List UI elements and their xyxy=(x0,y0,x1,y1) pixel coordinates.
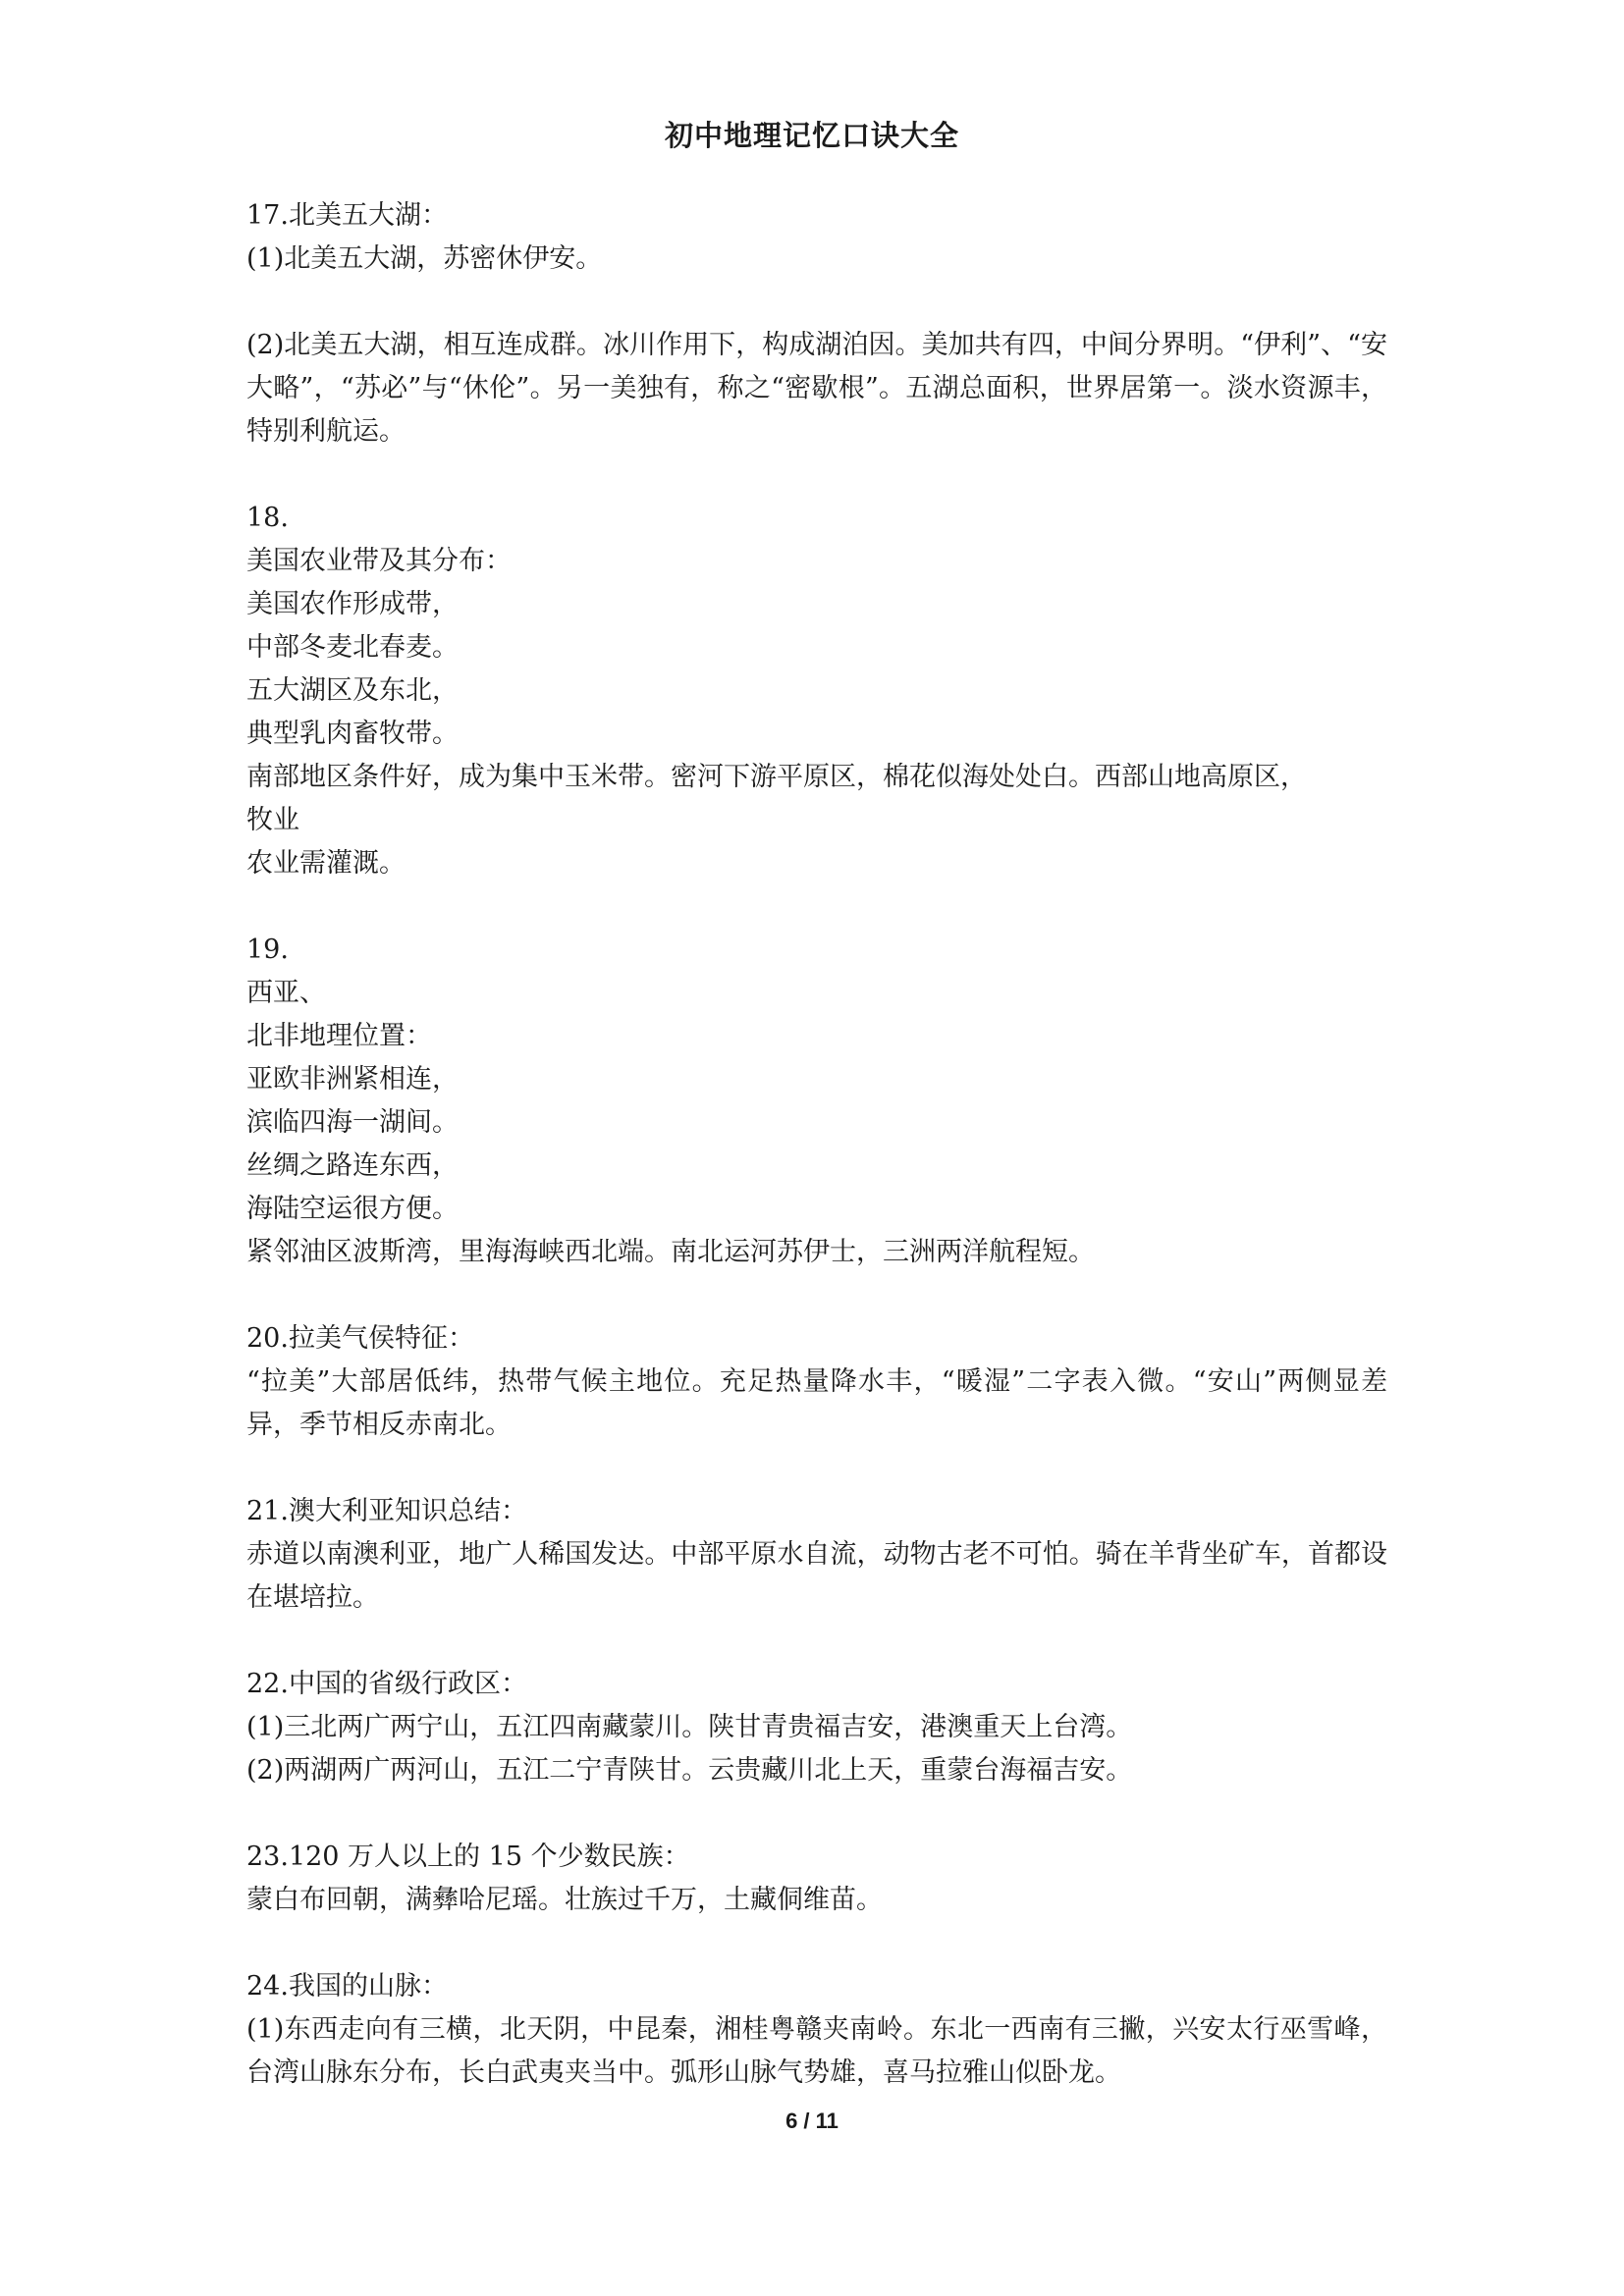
text-line: 蒙白布回朝，满彝哈尼瑶。壮族过千万，土藏侗维苗。 xyxy=(246,1885,883,1915)
section xyxy=(246,1663,1387,1792)
text-line: (2)北美五大湖，相互连成群。冰川作用下，构成湖泊因。美加共有四，中间分界明。“伊利”、“安大略”，“苏必”与“休伦”。另一美独有，称之“密歇根”。五湖总面积，世界居第一。淡水资源丰，特别利航运。 xyxy=(246,330,1387,447)
text-line: 美国农业带及其分布： xyxy=(246,546,512,576)
text-line: 19. xyxy=(246,934,289,965)
section xyxy=(246,1965,1387,2095)
text-line: 西亚、 xyxy=(246,978,326,1008)
text-line: 21.澳大利亚知识总结： xyxy=(246,1496,527,1526)
section xyxy=(246,194,1387,281)
page-number: 6 / 11 xyxy=(785,2109,839,2133)
text-line: 23.120 万人以上的 15 个少数民族： xyxy=(246,1842,690,1872)
document-body xyxy=(246,194,1387,2138)
text-line: (1)东西走向有三横，北天阴，中昆秦，湘桂粤赣夹南岭。东北一西南有三撇，兴安太行巫雪峰，台湾山脉东分布，长白武夷夹当中。弧形山脉气势雄，喜马拉雅山似卧龙。 xyxy=(246,2014,1387,2088)
text-line: “拉美”大部居低纬，热带气候主地位。充足热量降水丰，“暖湿”二字表入微。“安山”两侧显差异，季节相反赤南北。 xyxy=(246,1366,1387,1440)
text-line: 紧邻油区波斯湾，里海海峡西北端。南北运河苏伊士，三洲两洋航程短。 xyxy=(246,1237,1095,1267)
text-line: 17.北美五大湖： xyxy=(246,200,448,231)
text-line: 22.中国的省级行政区： xyxy=(246,1669,527,1699)
text-line: 农业需灌溉。 xyxy=(246,848,406,879)
text-line: (1)三北两广两宁山，五江四南藏蒙川。陕甘青贵福吉安，港澳重天上台湾。 xyxy=(246,1712,1133,1742)
text-line: (1)北美五大湖，苏密休伊安。 xyxy=(246,243,603,274)
section xyxy=(246,1490,1387,1620)
section xyxy=(246,1317,1387,1447)
section xyxy=(246,324,1387,454)
text-line: 北非地理位置： xyxy=(246,1021,432,1051)
section xyxy=(246,497,1387,885)
text-line: 赤道以南澳利亚，地广人稀国发达。中部平原水自流，动物古老不可怕。骑在羊背坐矿车，首都设在堪培拉。 xyxy=(246,1539,1387,1613)
text-line: 24.我国的山脉： xyxy=(246,1971,448,2002)
text-line: 牧业 xyxy=(246,805,299,835)
text-line: (2)两湖两广两河山，五江二宁青陕甘。云贵藏川北上天，重蒙台海福吉安。 xyxy=(246,1755,1133,1786)
text-line: 20.拉美气侯特征： xyxy=(246,1323,474,1354)
text-line: 海陆空运很方便。 xyxy=(246,1194,459,1224)
section xyxy=(246,929,1387,1274)
section xyxy=(246,1836,1387,1922)
text-line: 美国农作形成带， xyxy=(246,589,459,619)
text-line: 丝绸之路连东西， xyxy=(246,1150,459,1181)
text-line: 亚欧非洲紧相连， xyxy=(246,1064,459,1095)
text-line: 中部冬麦北春麦。 xyxy=(246,632,459,663)
page-title: 初中地理记忆口诀大全 xyxy=(664,119,959,152)
text-line: 典型乳肉畜牧带。 xyxy=(246,719,459,749)
text-line: 18. xyxy=(246,503,289,533)
text-line: 滨临四海一湖间。 xyxy=(246,1107,459,1138)
text-line: 南部地区条件好，成为集中玉米带。密河下游平原区，棉花似海处处白。西部山地高原区， xyxy=(246,762,1307,792)
text-line: 五大湖区及东北， xyxy=(246,675,459,706)
